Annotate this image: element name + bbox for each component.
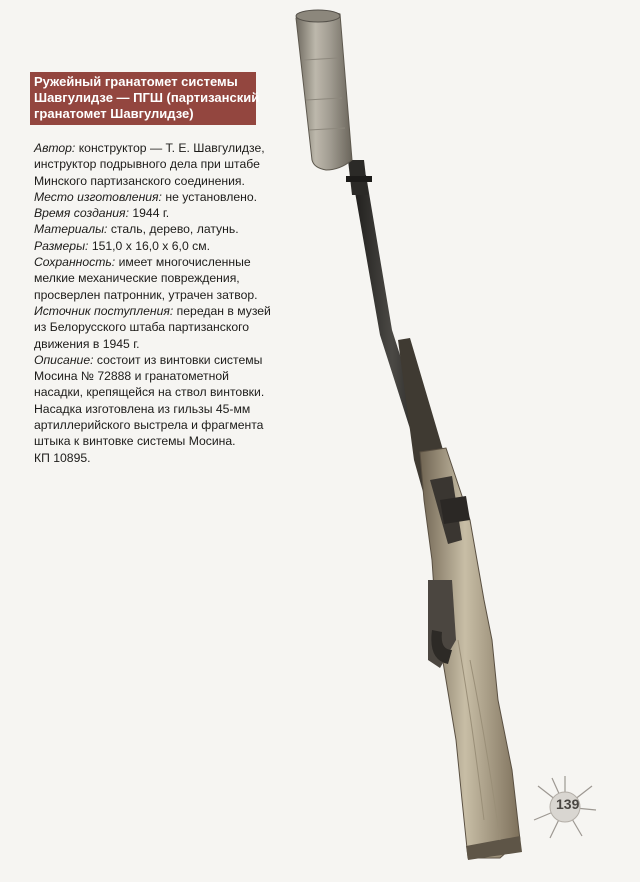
field-dimensions <box>34 238 304 254</box>
page-number-badge <box>530 772 600 842</box>
title-line: Шавгулидзе — ПГШ (партизанский <box>34 90 260 105</box>
field-value-line: инструктор подрывного дела при штабе <box>34 157 260 172</box>
field-label: Описание: <box>34 352 94 367</box>
field-label: Сохранность: <box>34 255 116 270</box>
grenade-cup <box>296 11 352 170</box>
field-value-line: просверлен патронник, утрачен затвор. <box>34 287 258 302</box>
field-label: Источник поступления: <box>34 303 174 318</box>
field-value-line: Минского партизанского соединения. <box>34 173 245 188</box>
field-place <box>34 189 304 205</box>
field-value-line: мелкие механические повреждения, <box>34 271 240 286</box>
field-value: 1944 г. <box>128 206 170 221</box>
field-value-line: Насадка изготовлена из гильзы 45-мм <box>34 401 251 416</box>
field-value-line: движения в 1945 г. <box>34 336 140 351</box>
description-text <box>34 140 304 466</box>
field-value: имеет многочисленные <box>115 255 251 270</box>
title-line: Ружейный гранатомет системы <box>34 74 238 89</box>
field-value-line: Мосина № 72888 и гранатометной <box>34 369 229 384</box>
field-source <box>34 303 304 319</box>
field-value-line: из Белорусского штаба партизанского <box>34 320 250 335</box>
field-value: сталь, дерево, латунь. <box>107 222 239 237</box>
field-label: Материалы: <box>34 222 108 237</box>
field-date <box>34 205 304 221</box>
field-value: не установлено. <box>161 189 257 204</box>
field-label: Время создания: <box>34 206 129 221</box>
field-value-line: штыка к винтовке системы Мосина. <box>34 434 236 449</box>
field-condition <box>34 254 304 270</box>
field-value-line: насадки, крепящейся на ствол винтовки. <box>34 385 265 400</box>
field-value: конструктор — Т. Е. Шавгулидзе, <box>75 141 265 155</box>
title-line: гранатомет Шавгулидзе) <box>34 106 194 121</box>
field-author <box>34 140 304 156</box>
field-label: Автор: <box>34 141 76 155</box>
field-materials <box>34 221 304 237</box>
field-description <box>34 352 304 368</box>
field-label: Место изготовления: <box>34 189 162 204</box>
article-title <box>30 72 260 125</box>
field-value-line: артиллерийского выстрела и фрагмента <box>34 418 264 433</box>
field-value: передан в музей <box>173 303 271 318</box>
page-number: 139 <box>556 796 580 812</box>
field-label: Размеры: <box>34 238 89 253</box>
field-value-line: КП 10895. <box>34 450 91 465</box>
field-value: 151,0 х 16,0 х 6,0 см. <box>88 238 210 253</box>
field-value: состоит из винтовки системы <box>93 352 263 367</box>
